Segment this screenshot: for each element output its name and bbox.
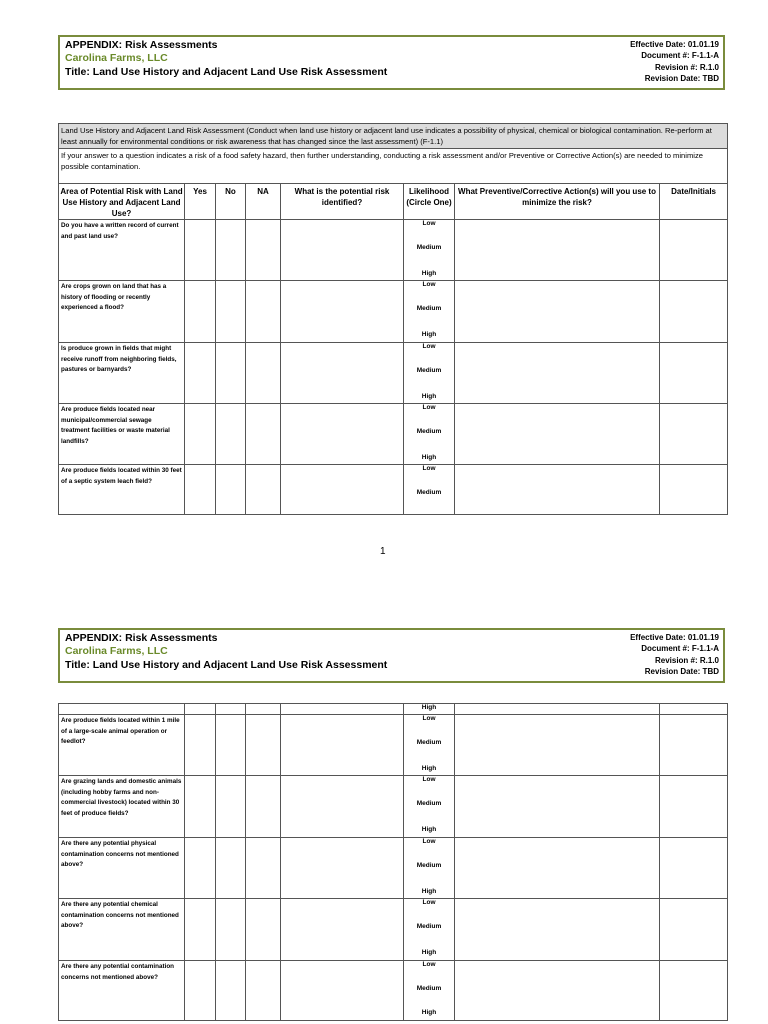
risk-cell[interactable] bbox=[281, 776, 404, 838]
likelihood-medium[interactable]: Medium bbox=[416, 428, 442, 435]
likelihood-medium[interactable]: Medium bbox=[416, 985, 442, 992]
date-cell[interactable] bbox=[660, 961, 728, 1021]
document-number: Document #: F-1.1-A bbox=[641, 51, 719, 61]
question-cell: Are produce fields located within 30 feet of a septic system leach field? bbox=[59, 465, 185, 515]
action-cell[interactable] bbox=[455, 343, 660, 404]
col-no-header: No bbox=[216, 184, 246, 220]
yes-cell[interactable] bbox=[185, 704, 216, 715]
revision-number: Revision #: R.1.0 bbox=[654, 62, 719, 72]
yes-cell[interactable] bbox=[185, 404, 216, 465]
col-action-header: What Preventive/Corrective Action(s) will you use to minimize the risk? bbox=[455, 184, 660, 220]
date-cell[interactable] bbox=[660, 776, 728, 838]
risk-table-page2 bbox=[58, 703, 728, 1021]
na-cell[interactable] bbox=[246, 404, 281, 465]
table-row bbox=[59, 704, 728, 715]
likelihood-medium[interactable]: Medium bbox=[416, 305, 442, 312]
no-cell[interactable] bbox=[216, 281, 246, 343]
likelihood-low[interactable]: Low bbox=[422, 465, 436, 472]
no-cell[interactable] bbox=[216, 961, 246, 1021]
action-cell[interactable] bbox=[455, 961, 660, 1021]
col-area-header: Area of Potential Risk with Land Use History and Adjacent Land Use? bbox=[59, 184, 185, 220]
page1-header-box bbox=[58, 35, 725, 90]
likelihood-cell[interactable] bbox=[404, 704, 455, 715]
likelihood-cell[interactable] bbox=[404, 899, 455, 961]
document-number: Document #: F-1.1-A bbox=[641, 644, 719, 654]
na-cell[interactable] bbox=[246, 465, 281, 515]
likelihood-cell[interactable] bbox=[404, 404, 455, 465]
no-cell[interactable] bbox=[216, 404, 246, 465]
action-cell[interactable] bbox=[455, 838, 660, 899]
document-title: Title: Land Use History and Adjacent Land Use Risk Assessment bbox=[65, 659, 388, 671]
likelihood-low[interactable]: Low bbox=[422, 404, 436, 411]
date-cell[interactable] bbox=[660, 465, 728, 515]
appendix-label: APPENDIX: Risk Assessments bbox=[65, 632, 218, 644]
likelihood-cell[interactable] bbox=[404, 465, 455, 515]
action-cell[interactable] bbox=[455, 776, 660, 838]
na-cell[interactable] bbox=[246, 281, 281, 343]
risk-cell[interactable] bbox=[281, 704, 404, 715]
question-cell: Are there any potential contamination concerns not mentioned above? bbox=[59, 961, 185, 1021]
na-cell[interactable] bbox=[246, 838, 281, 899]
likelihood-medium[interactable]: Medium bbox=[416, 800, 442, 807]
likelihood-medium[interactable]: Medium bbox=[416, 739, 442, 746]
risk-cell[interactable] bbox=[281, 404, 404, 465]
risk-cell[interactable] bbox=[281, 899, 404, 961]
revision-date: Revision Date: TBD bbox=[644, 74, 719, 84]
question-cell bbox=[59, 704, 185, 715]
no-cell[interactable] bbox=[216, 465, 246, 515]
yes-cell[interactable] bbox=[185, 776, 216, 838]
intro-guidance: If your answer to a question indicates a risk of a food safety hazard, then further understanding, conducting a risk assessment and/or Preventive or Corrective Action(s) are needed to minimize possible contamination. bbox=[59, 149, 728, 184]
likelihood-cell[interactable] bbox=[404, 961, 455, 1021]
company-name: Carolina Farms, LLC bbox=[65, 645, 168, 657]
action-cell[interactable] bbox=[455, 704, 660, 715]
date-cell[interactable] bbox=[660, 704, 728, 715]
table-row bbox=[59, 838, 728, 899]
table-row bbox=[59, 465, 728, 515]
date-cell[interactable] bbox=[660, 220, 728, 281]
table-row bbox=[59, 961, 728, 1021]
likelihood-high[interactable]: High bbox=[421, 704, 437, 711]
likelihood-medium[interactable]: Medium bbox=[416, 862, 442, 869]
document-meta bbox=[630, 632, 719, 678]
effective-date: Effective Date: 01.01.19 bbox=[630, 40, 719, 49]
likelihood-cell[interactable] bbox=[404, 281, 455, 343]
no-cell[interactable] bbox=[216, 838, 246, 899]
na-cell[interactable] bbox=[246, 899, 281, 961]
no-cell[interactable] bbox=[216, 220, 246, 281]
likelihood-low[interactable]: Low bbox=[422, 281, 436, 288]
yes-cell[interactable] bbox=[185, 281, 216, 343]
table-header-row bbox=[59, 184, 728, 220]
no-cell[interactable] bbox=[216, 899, 246, 961]
action-cell[interactable] bbox=[455, 404, 660, 465]
likelihood-medium[interactable]: Medium bbox=[416, 244, 442, 251]
document-title: Title: Land Use History and Adjacent Land Use Risk Assessment bbox=[65, 66, 388, 78]
likelihood-cell[interactable] bbox=[404, 838, 455, 899]
no-cell[interactable] bbox=[216, 704, 246, 715]
document-meta bbox=[630, 39, 719, 85]
likelihood-high[interactable]: High bbox=[421, 454, 437, 461]
likelihood-high[interactable]: High bbox=[421, 1009, 437, 1016]
na-cell[interactable] bbox=[246, 220, 281, 281]
company-name: Carolina Farms, LLC bbox=[65, 52, 168, 64]
likelihood-low[interactable]: Low bbox=[422, 776, 436, 783]
col-na-header: NA bbox=[246, 184, 281, 220]
date-cell[interactable] bbox=[660, 899, 728, 961]
likelihood-low[interactable]: Low bbox=[422, 715, 436, 722]
risk-cell[interactable] bbox=[281, 715, 404, 776]
no-cell[interactable] bbox=[216, 343, 246, 404]
likelihood-high[interactable]: High bbox=[421, 765, 437, 772]
risk-cell[interactable] bbox=[281, 220, 404, 281]
likelihood-high[interactable]: High bbox=[421, 888, 437, 895]
col-yes-header: Yes bbox=[185, 184, 216, 220]
risk-cell[interactable] bbox=[281, 343, 404, 404]
likelihood-medium[interactable]: Medium bbox=[416, 489, 442, 496]
question-cell: Are grazing lands and domestic animals (including hobby farms and non-commercial livestock) located within 30 feet of produce fields? bbox=[59, 776, 185, 838]
likelihood-low[interactable]: Low bbox=[422, 838, 436, 845]
action-cell[interactable] bbox=[455, 281, 660, 343]
yes-cell[interactable] bbox=[185, 838, 216, 899]
risk-cell[interactable] bbox=[281, 961, 404, 1021]
action-cell[interactable] bbox=[455, 715, 660, 776]
risk-cell[interactable] bbox=[281, 838, 404, 899]
table-row bbox=[59, 776, 728, 838]
likelihood-high[interactable]: High bbox=[421, 331, 437, 338]
question-cell: Are produce fields located within 1 mile of a large-scale animal operation or feedlot? bbox=[59, 715, 185, 776]
revision-date: Revision Date: TBD bbox=[644, 667, 719, 677]
likelihood-cell[interactable] bbox=[404, 715, 455, 776]
date-cell[interactable] bbox=[660, 404, 728, 465]
question-cell: Are there any potential physical contamination concerns not mentioned above? bbox=[59, 838, 185, 899]
col-likelihood-header: Likelihood (Circle One) bbox=[404, 184, 455, 220]
yes-cell[interactable] bbox=[185, 220, 216, 281]
question-cell: Is produce grown in fields that might receive runoff from neighboring fields, pastures or barnyards? bbox=[59, 343, 185, 404]
no-cell[interactable] bbox=[216, 776, 246, 838]
yes-cell[interactable] bbox=[185, 715, 216, 776]
likelihood-low[interactable]: Low bbox=[422, 343, 436, 350]
na-cell[interactable] bbox=[246, 343, 281, 404]
question-cell: Are there any potential chemical contamination concerns not mentioned above? bbox=[59, 899, 185, 961]
na-cell[interactable] bbox=[246, 776, 281, 838]
risk-cell[interactable] bbox=[281, 281, 404, 343]
likelihood-medium[interactable]: Medium bbox=[416, 367, 442, 374]
col-date-header: Date/Initials bbox=[660, 184, 728, 220]
table-row bbox=[59, 715, 728, 776]
likelihood-medium[interactable]: Medium bbox=[416, 923, 442, 930]
likelihood-low[interactable]: Low bbox=[422, 899, 436, 906]
na-cell[interactable] bbox=[246, 704, 281, 715]
no-cell[interactable] bbox=[216, 715, 246, 776]
question-cell: Do you have a written record of current and past land use? bbox=[59, 220, 185, 281]
likelihood-cell[interactable] bbox=[404, 343, 455, 404]
table-row bbox=[59, 220, 728, 281]
na-cell[interactable] bbox=[246, 961, 281, 1021]
yes-cell[interactable] bbox=[185, 961, 216, 1021]
action-cell[interactable] bbox=[455, 899, 660, 961]
yes-cell[interactable] bbox=[185, 465, 216, 515]
risk-table-page1 bbox=[58, 123, 728, 515]
page-number: 1 bbox=[380, 546, 386, 557]
risk-cell[interactable] bbox=[281, 465, 404, 515]
likelihood-cell[interactable] bbox=[404, 220, 455, 281]
table-row bbox=[59, 899, 728, 961]
yes-cell[interactable] bbox=[185, 899, 216, 961]
date-cell[interactable] bbox=[660, 281, 728, 343]
likelihood-high[interactable]: High bbox=[421, 393, 437, 400]
date-cell[interactable] bbox=[660, 838, 728, 899]
table-row bbox=[59, 404, 728, 465]
date-cell[interactable] bbox=[660, 715, 728, 776]
intro-instructions: Land Use History and Adjacent Land Risk Assessment (Conduct when land use history or adjacent land use indicates a possibility of physical, chemical or biological contamination. Re-perform at least annually for environmental conditions or risk awareness that has changed since the last assessment) (F-1.1) bbox=[59, 124, 728, 149]
na-cell[interactable] bbox=[246, 715, 281, 776]
likelihood-high[interactable]: High bbox=[421, 270, 437, 277]
likelihood-low[interactable]: Low bbox=[422, 220, 436, 227]
appendix-label: APPENDIX: Risk Assessments bbox=[65, 39, 218, 51]
table-row bbox=[59, 343, 728, 404]
revision-number: Revision #: R.1.0 bbox=[654, 655, 719, 665]
action-cell[interactable] bbox=[455, 220, 660, 281]
likelihood-high[interactable]: High bbox=[421, 826, 437, 833]
page2-header-box bbox=[58, 628, 725, 683]
question-cell: Are crops grown on land that has a history of flooding or recently experienced a flood? bbox=[59, 281, 185, 343]
likelihood-cell[interactable] bbox=[404, 776, 455, 838]
yes-cell[interactable] bbox=[185, 343, 216, 404]
date-cell[interactable] bbox=[660, 343, 728, 404]
effective-date: Effective Date: 01.01.19 bbox=[630, 633, 719, 642]
action-cell[interactable] bbox=[455, 465, 660, 515]
table-row bbox=[59, 281, 728, 343]
likelihood-low[interactable]: Low bbox=[422, 961, 436, 968]
col-risk-header: What is the potential risk identified? bbox=[281, 184, 404, 220]
likelihood-high[interactable]: High bbox=[421, 949, 437, 956]
question-cell: Are produce fields located near municipal/commercial sewage treatment facilities or waste material landfills? bbox=[59, 404, 185, 465]
